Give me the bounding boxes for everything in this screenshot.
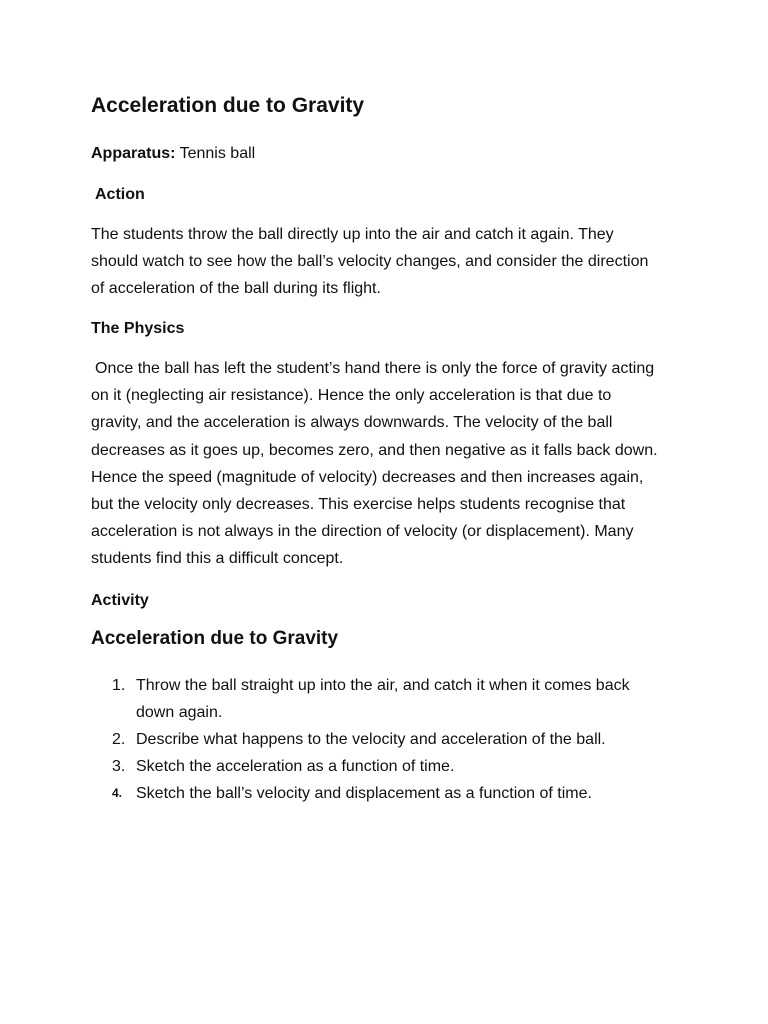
activity-heading: Activity (91, 592, 149, 609)
apparatus-value: Tennis ball (179, 145, 256, 162)
physics-heading: The Physics (91, 320, 185, 337)
document-title: Acceleration due to Gravity (91, 94, 365, 117)
list-item (91, 726, 671, 753)
activity-steps-list (91, 672, 671, 807)
step-number: 1. (112, 677, 126, 694)
physics-text: Once the ball has left the student’s hand there is only the force of gravity acting on it (neglecting air resistance). Hence the only acceleration is that due to gravity, and the acceleration is always downwards. The velocity of the ball decreases as it goes up, becomes zero, and then negative as it falls back down. Hence the speed (magnitude of velocity) decreases and then increases again, but the velocity only decreases. This exercise helps students recognise that acceleration is not always in the direction of velocity (or displacement). Many students find this a difficult concept. (91, 360, 658, 568)
step-text: Throw the ball straight up into the air, and catch it when it comes back down again. (136, 677, 630, 721)
step-number: 2. (112, 731, 126, 748)
action-heading: Action (95, 186, 145, 203)
list-item (91, 672, 671, 726)
step-text: Describe what happens to the velocity and acceleration of the ball. (136, 731, 606, 748)
apparatus-line (91, 140, 255, 167)
step-text: Sketch the acceleration as a function of time. (136, 758, 455, 775)
step-text: Sketch the ball’s velocity and displacement as a function of time. (136, 785, 592, 802)
list-item (91, 753, 671, 780)
activity-subtitle: Acceleration due to Gravity (91, 628, 339, 649)
action-text: The students throw the ball directly up into the air and catch it again. They should watch to see how the ball’s velocity changes, and consider the direction of acceleration of the ball during its flight. (91, 226, 649, 298)
step-number: 3. (112, 758, 126, 775)
step-number: 4. (112, 786, 123, 800)
apparatus-label: Apparatus: (91, 145, 176, 162)
list-item (91, 780, 671, 807)
